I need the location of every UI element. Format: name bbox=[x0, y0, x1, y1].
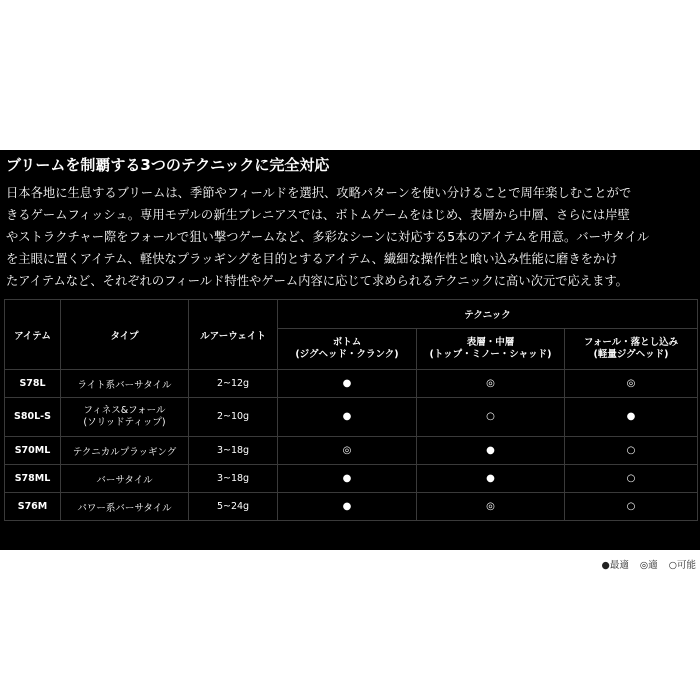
fall-rating: ○ bbox=[565, 493, 698, 521]
item-cell: S70ML bbox=[5, 437, 61, 465]
surface-rating: ◎ bbox=[417, 370, 565, 398]
surface-rating: ○ bbox=[417, 398, 565, 437]
header-bottom: ボトム (ジグヘッド・クランク) bbox=[278, 329, 417, 370]
intro-line: きるゲームフィッシュ。専用モデルの新生ブレニアスでは、ボトムゲームをはじめ、表層から中層、さらには岸壁 bbox=[6, 208, 630, 222]
fall-rating: ○ bbox=[565, 465, 698, 493]
surface-rating: ◎ bbox=[417, 493, 565, 521]
header-lure-weight: ルアーウェイト bbox=[189, 300, 278, 370]
bottom-rating: ● bbox=[278, 398, 417, 437]
intro-line: やストラクチャー際をフォールで狙い撃つゲームなど、多彩なシーンに対応する5本のアイテムを用意。バーサタイル bbox=[6, 230, 650, 244]
type-cell: フィネス&フォール (ソリッドティップ) bbox=[61, 398, 189, 437]
header-item: アイテム bbox=[5, 300, 61, 370]
type-cell: ライト系バーサタイル bbox=[61, 370, 189, 398]
type-cell: テクニカルプラッギング bbox=[61, 437, 189, 465]
weight-cell: 2~12g bbox=[189, 370, 278, 398]
intro-paragraph bbox=[6, 182, 694, 292]
fall-rating: ● bbox=[565, 398, 698, 437]
spec-table bbox=[4, 299, 698, 521]
surface-rating: ● bbox=[417, 437, 565, 465]
legend-best: ●最適 bbox=[601, 560, 629, 571]
header-technique: テクニック bbox=[278, 300, 698, 329]
bottom-rating: ● bbox=[278, 493, 417, 521]
table-row bbox=[5, 398, 698, 437]
weight-cell: 3~18g bbox=[189, 437, 278, 465]
intro-line: 日本各地に生息するブリームは、季節やフィールドを選択、攻略パターンを使い分けることで周年楽しむことがで bbox=[6, 186, 632, 200]
surface-rating: ● bbox=[417, 465, 565, 493]
header-fall: フォール・落とし込み (軽量ジグヘッド) bbox=[565, 329, 698, 370]
weight-cell: 5~24g bbox=[189, 493, 278, 521]
header-surface-mid: 表層・中層 (トップ・ミノー・シャッド) bbox=[417, 329, 565, 370]
table-row bbox=[5, 370, 698, 398]
weight-cell: 2~10g bbox=[189, 398, 278, 437]
spec-panel bbox=[0, 150, 700, 550]
legend-suitable: ◎適 bbox=[639, 560, 658, 571]
bottom-rating: ● bbox=[278, 465, 417, 493]
item-cell: S78L bbox=[5, 370, 61, 398]
type-cell: パワー系バーサタイル bbox=[61, 493, 189, 521]
bottom-rating: ● bbox=[278, 370, 417, 398]
intro-line: を主眼に置くアイテム、軽快なプラッギングを目的とするアイテム、繊細な操作性と喰い込み性能に磨きをかけ bbox=[6, 252, 618, 266]
table-row bbox=[5, 437, 698, 465]
rating-legend bbox=[594, 557, 696, 571]
item-cell: S80L-S bbox=[5, 398, 61, 437]
type-cell: バーサタイル bbox=[61, 465, 189, 493]
weight-cell: 3~18g bbox=[189, 465, 278, 493]
section-title: ブリームを制覇する3つのテクニックに完全対応 bbox=[6, 156, 330, 174]
header-type: タイプ bbox=[61, 300, 189, 370]
table-row bbox=[5, 465, 698, 493]
bottom-rating: ◎ bbox=[278, 437, 417, 465]
item-cell: S76M bbox=[5, 493, 61, 521]
item-cell: S78ML bbox=[5, 465, 61, 493]
fall-rating: ○ bbox=[565, 437, 698, 465]
legend-possible: ○可能 bbox=[668, 560, 696, 571]
intro-line: たアイテムなど、それぞれのフィールド特性やゲーム内容に応じて求められるテクニックに高い次元で応えます。 bbox=[6, 274, 628, 288]
fall-rating: ◎ bbox=[565, 370, 698, 398]
table-row bbox=[5, 493, 698, 521]
